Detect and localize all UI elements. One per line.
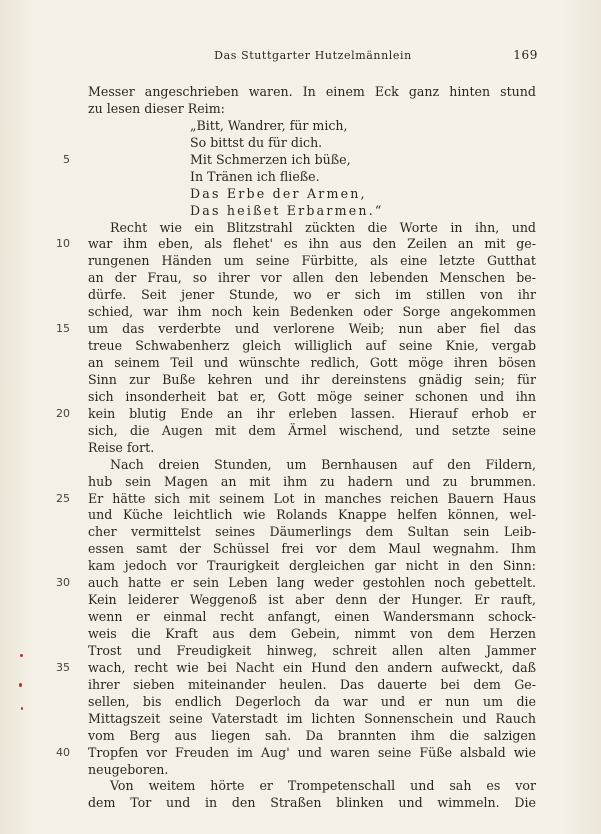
line-text: Trost und Freudigkeit hinweg, schreit allen alten Jammer	[88, 642, 537, 658]
line-text: Mit Schmerzen ich büße,	[190, 151, 351, 167]
text-line	[88, 135, 536, 152]
text-line	[88, 728, 536, 745]
line-text: vom Berg aus liegen sah. Da brannten ihm die salzigen	[88, 727, 536, 743]
line-number: 5	[63, 152, 70, 166]
line-text: weis die Kraft aus dem Gebein, nimmt von dem Herzen	[88, 626, 536, 641]
line-text: Kein leiderer Weggenoß ist aber denn der Hunger. Er rauft,	[88, 592, 536, 608]
line-text: war ihm eben, als flehet' es ihn aus den Zeilen an mit ge-	[88, 236, 537, 252]
text-line	[88, 626, 536, 643]
line-text: Das heißet Erbarmen.“	[190, 202, 384, 218]
text-line	[88, 389, 536, 406]
text-line	[88, 372, 536, 389]
text-line	[88, 203, 536, 220]
text-line	[88, 355, 536, 372]
text-line	[88, 762, 536, 779]
running-header	[88, 49, 538, 65]
line-text: zu lesen dieser Reim:	[88, 100, 225, 116]
line-text: auch hatte er sein Leben lang weder gestohlen noch gebettelt.	[88, 575, 537, 591]
line-text: Reise fort.	[88, 439, 155, 455]
text-line	[56, 659, 537, 677]
line-text: kam jedoch vor Traurigkeit dergleichen gar nicht in den Sinn:	[88, 558, 536, 574]
line-number: 25	[56, 491, 70, 505]
text-line	[88, 524, 536, 541]
line-text: und Küche leichtlich wie Rolands Knappe helfen können, wel-	[88, 507, 536, 523]
text-line	[56, 575, 537, 592]
line-text: dem Tor und in den Straßen blinken und wimmeln. Die	[88, 795, 536, 811]
line-number: 20	[56, 406, 70, 420]
text-line	[88, 795, 536, 812]
line-text: an seinem Teil und wünschte redlich, Gott möge ihren bösen	[88, 355, 536, 370]
line-text: cher vermittelst seines Däumerlings dem Sultan sein Leib-	[88, 524, 536, 540]
text-line	[88, 270, 536, 287]
line-text: schied, war ihm noch kein Bedenken oder Sorge angekommen	[88, 304, 537, 320]
line-text: Er hätte sich mit seinem Lot in manches reichen Bauern Haus	[88, 490, 537, 506]
text-line	[88, 609, 536, 626]
text-line	[56, 321, 536, 338]
line-number: 10	[56, 237, 70, 251]
text-line	[88, 304, 536, 321]
line-text: ihrer sieben miteinander heulen. Das dauerte bei dem Ge-	[88, 676, 536, 692]
line-text: Von weitem hörte er Trompetenschall und sah es vor	[109, 778, 536, 794]
text-line	[56, 490, 537, 508]
text-line	[88, 711, 536, 728]
text-line	[88, 118, 536, 135]
text-line	[56, 236, 537, 253]
text-line	[56, 744, 536, 762]
text-line	[88, 558, 536, 575]
line-text: wenn er einmal recht anfangt, einen Wandersmann schock-	[88, 609, 537, 625]
line-text: rungenen Händen um seine Fürbitte, als eine letzte Gutthat	[88, 253, 536, 269]
line-number: 15	[56, 322, 70, 336]
line-text: Sinn zur Buße kehren und ihr dereinstens gnädig sein; für	[88, 371, 536, 387]
red-ink-speck	[20, 654, 23, 657]
line-number: 35	[56, 660, 70, 674]
text-line	[88, 694, 536, 711]
line-text: dürfe. Seit jener Stunde, wo er sich im stillen von ihr	[88, 287, 536, 303]
red-ink-speck	[21, 707, 23, 710]
text-line	[88, 643, 536, 660]
text-line	[88, 220, 536, 237]
text-line	[88, 474, 536, 491]
red-ink-speck	[19, 683, 22, 687]
line-text: hub sein Magen an mit ihm zu hadern und zu brummen.	[88, 473, 537, 489]
text-line	[88, 541, 536, 558]
line-text: So bittst du für dich.	[190, 134, 323, 150]
text-line	[88, 84, 536, 101]
text-line	[88, 592, 536, 609]
line-text: um das verderbte und verlorene Weib; nun aber fiel das	[88, 321, 536, 337]
page-number: 169	[513, 48, 538, 62]
text-line	[56, 405, 537, 423]
text-line	[88, 169, 536, 186]
text-line	[88, 253, 536, 270]
line-text: Das Erbe der Armen,	[190, 185, 367, 201]
line-text: In Tränen ich fließe.	[190, 168, 320, 184]
line-text: „Bitt, Wandrer, für mich,	[190, 117, 348, 133]
line-text: Nach dreien Stunden, um Bernhausen auf den Fildern,	[110, 456, 536, 472]
text-line	[88, 423, 536, 440]
line-text: sellen, bis endlich Degerloch da war und er nun um die	[88, 693, 536, 709]
line-text: sich, die Augen mit dem Ärmel wischend, und setzte seine	[88, 422, 536, 438]
line-number: 30	[56, 576, 70, 590]
text-line	[88, 440, 536, 457]
text-body	[56, 84, 537, 812]
text-line	[88, 457, 536, 474]
text-line	[88, 778, 536, 795]
line-text: Recht wie ein Blitzstrahl zückten die Worte in ihn, und	[109, 219, 537, 235]
line-text: essen samt der Schüssel frei vor dem Maul wegnahm. Ihm	[88, 541, 537, 557]
line-text: treue Schwabenherz gleich williglich auf seine Knie, vergab	[88, 338, 537, 354]
line-text: neugeboren.	[88, 761, 169, 777]
text-line	[88, 287, 536, 304]
line-text: Messer angeschrieben waren. In einem Eck ganz hinten stund	[88, 84, 536, 99]
text-line	[88, 507, 536, 524]
line-text: an der Frau, so ihrer vor allen den lebenden Menschen be-	[88, 270, 536, 286]
running-title: Das Stuttgarter Hutzelmännlein	[214, 49, 412, 62]
line-text: sich insonderheit bat er, Gott möge seiner schonen und ihn	[88, 388, 536, 404]
text-line	[88, 101, 536, 118]
line-text: kein blutig Ende an ihr erleben lassen. Hierauf erhob er	[88, 405, 537, 421]
text-line	[88, 338, 536, 355]
line-text: wach, recht wie bei Nacht ein Hund den andern aufweckt, daß	[88, 659, 537, 675]
text-line	[63, 151, 536, 169]
line-text: Tropfen vor Freuden im Aug' und waren seine Füße alsbald wie	[88, 744, 536, 760]
line-text: Mittagszeit seine Vaterstadt im lichten Sonnenschein und Rauch	[88, 710, 537, 726]
line-number: 40	[56, 745, 70, 759]
text-line	[88, 186, 536, 203]
text-line	[88, 677, 536, 694]
